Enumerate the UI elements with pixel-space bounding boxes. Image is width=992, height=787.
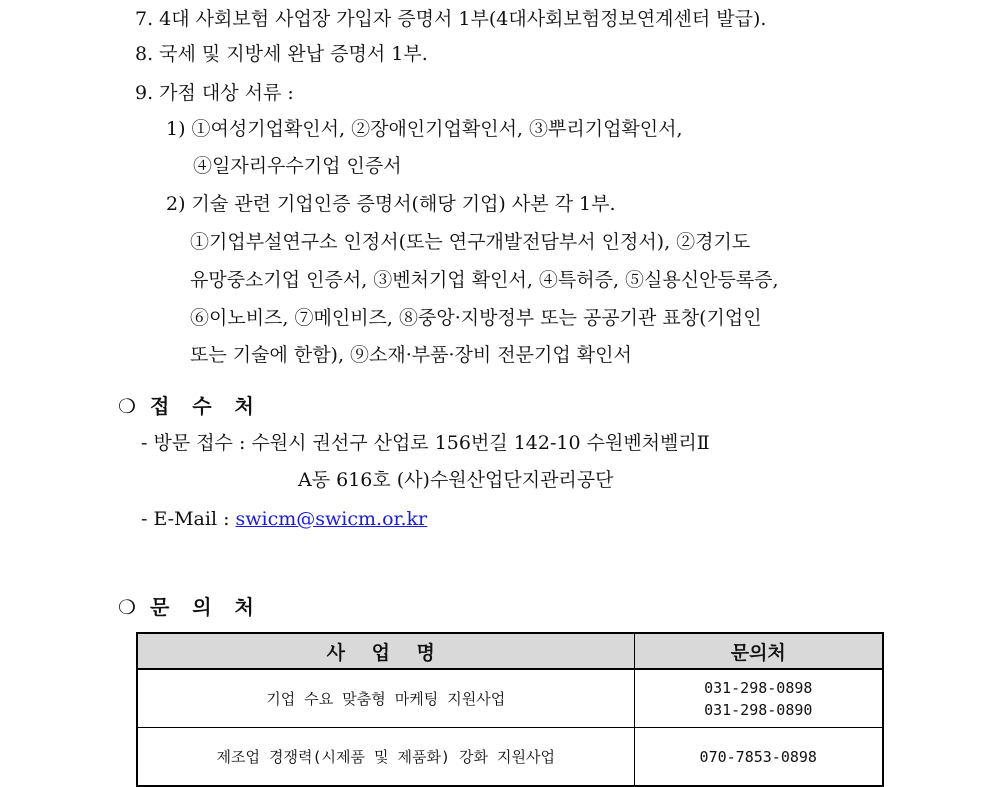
- doc-item-9: 9. 가점 대상 서류 :: [135, 82, 294, 104]
- email-label: - E-Mail :: [141, 508, 230, 530]
- doc-item-9-sub2-line2: ①기업부설연구소 인정서(또는 연구개발전담부서 인정서), ②경기도: [190, 231, 751, 253]
- table-header-row: [137, 633, 883, 669]
- doc-item-9-sub2-line1: 2) 기술 관련 기업인증 증명서(해당 기업) 사본 각 1부.: [166, 193, 616, 215]
- circle-bullet-icon: ❍: [118, 394, 136, 418]
- inquiry-title: 문 의 처: [149, 595, 262, 619]
- doc-item-8: 8. 국세 및 지방세 완납 증명서 1부.: [135, 43, 428, 65]
- circle-bullet-icon: ❍: [118, 595, 136, 619]
- reception-heading: [118, 393, 262, 419]
- phone-number: 031-298-0890: [704, 700, 813, 719]
- program-name-cell: 제조업 경쟁력(시제품 및 제품화) 강화 지원사업: [137, 728, 634, 787]
- header-contact: 문의처: [634, 633, 883, 669]
- reception-visit-line2: A동 616호 (사)수원산업단지관리공단: [298, 469, 614, 491]
- doc-item-7: 7. 4대 사회보험 사업장 가입자 증명서 1부(4대사회보험정보연계센터 발급).: [135, 8, 767, 30]
- doc-item-9-sub2-line5: 또는 기술에 한함), ⑨소재·부품·장비 전문기업 확인서: [190, 344, 632, 366]
- email-link[interactable]: swicm@swicm.or.kr: [235, 508, 428, 530]
- reception-visit-line1: - 방문 접수 : 수원시 권선구 산업로 156번길 142-10 수원벤처벨리Ⅱ: [141, 432, 710, 454]
- doc-item-9-sub1-line1: 1) ①여성기업확인서, ②장애인기업확인서, ③뿌리기업확인서,: [166, 118, 683, 140]
- reception-title: 접 수 처: [149, 394, 262, 418]
- doc-item-9-sub2-line4: ⑥이노비즈, ⑦메인비즈, ⑧중앙·지방정부 또는 공공기관 표창(기업인: [190, 307, 762, 329]
- table-row: [137, 669, 883, 728]
- phone-number: 070-7853-0898: [699, 747, 817, 766]
- header-program-name: 사 업 명: [137, 633, 634, 669]
- doc-item-9-sub2-line3: 유망중소기업 인증서, ③벤처기업 확인서, ④특허증, ⑤실용신안등록증,: [190, 269, 779, 291]
- contact-cell: [634, 669, 883, 728]
- inquiry-table: [136, 632, 884, 787]
- doc-item-9-sub1-line2: ④일자리우수기업 인증서: [193, 155, 402, 177]
- contact-cell: [634, 728, 883, 787]
- table-row: [137, 728, 883, 787]
- phone-number: 031-298-0898: [704, 678, 813, 697]
- reception-email-row: [141, 506, 427, 532]
- program-name-cell: 기업 수요 맞춤형 마케팅 지원사업: [137, 669, 634, 728]
- inquiry-heading: [118, 594, 262, 620]
